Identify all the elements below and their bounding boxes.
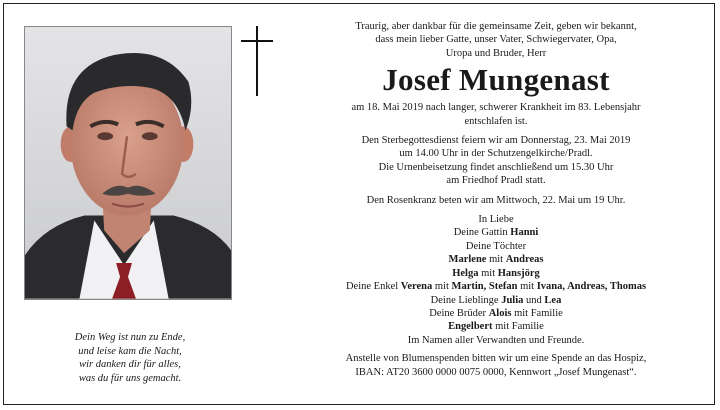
- daughter-line: [292, 267, 700, 280]
- brother-name: Alois: [488, 307, 512, 319]
- death-notice-line: am 18. Mai 2019 nach langer, schwerer Krankheit im 83. Lebensjahr: [351, 102, 641, 114]
- family-suffix: mit Familie: [514, 307, 563, 319]
- partner-name: Andreas: [505, 254, 544, 266]
- cross-icon: [240, 26, 274, 96]
- brother-name: Engelbert: [448, 321, 493, 333]
- darling-name: Julia: [501, 294, 524, 306]
- partner-name: Hansjörg: [497, 267, 540, 279]
- deceased-name: Josef Mungenast: [382, 62, 610, 98]
- grandchild-name: Martin, Stefan: [451, 281, 518, 293]
- service-line: Den Sterbegottesdienst feiern wir am Donnerstag, 23. Mai 2019: [361, 135, 631, 147]
- poem-line: und leise kam die Nacht,: [78, 345, 182, 357]
- grandchildren-prefix: Deine Enkel: [345, 281, 399, 293]
- poem: [40, 331, 220, 385]
- mit-word: mit: [520, 281, 535, 293]
- service-line: Die Urnenbeisetzung findet anschließend um 15.30 Uhr: [378, 161, 614, 173]
- portrait-photo: [24, 26, 232, 300]
- intro-line: Traurig, aber dankbar für die gemeinsame Zeit, geben wir bekannt,: [355, 21, 637, 32]
- daughters-label: Deine Töchter: [465, 240, 527, 252]
- service-line: um 14.00 Uhr in der Schutzengelkirche/Pradl.: [399, 148, 593, 160]
- poem-line: was du für uns gemacht.: [78, 372, 182, 384]
- und-word: und: [526, 294, 542, 306]
- brothers-line: [292, 320, 700, 333]
- family-suffix: mit Familie: [495, 321, 544, 333]
- intro-line: dass mein lieber Gatte, unser Vater, Schwiegervater, Opa,: [375, 34, 617, 46]
- darlings-prefix: Deine Lieblinge: [430, 294, 499, 306]
- daughter-line: [292, 253, 700, 266]
- wife-prefix: Deine Gattin: [453, 227, 508, 239]
- mit-word: mit: [481, 267, 496, 279]
- grandchildren-line: [292, 280, 700, 293]
- mit-word: mit: [489, 254, 504, 266]
- grandchild-name: Verena: [400, 281, 433, 293]
- darling-name: Lea: [544, 294, 562, 306]
- in-liebe: In Liebe: [478, 214, 514, 226]
- donation-line: IBAN: AT20 3600 0000 0075 0000, Kennwort „Josef Mungenast“.: [355, 366, 637, 378]
- mit-word: mit: [434, 281, 449, 293]
- darlings-line: [292, 294, 700, 307]
- announcement-text: [292, 20, 700, 379]
- grandchild-name: Ivana, Andreas, Thomas: [536, 281, 647, 293]
- brothers-line: [292, 307, 700, 320]
- relatives-line: Im Namen aller Verwandten und Freunde.: [407, 334, 585, 346]
- intro-line: Uropa und Bruder, Herr: [445, 47, 547, 59]
- rosary-line: Den Rosenkranz beten wir am Mittwoch, 22. Mai um 19 Uhr.: [366, 194, 626, 206]
- poem-line: wir danken dir für alles,: [79, 359, 181, 370]
- wife-line: [292, 226, 700, 239]
- daughter-name: Marlene: [448, 254, 487, 266]
- brothers-prefix: Deine Brüder: [429, 307, 487, 319]
- service-line: am Friedhof Pradl statt.: [446, 175, 546, 187]
- daughter-name: Helga: [452, 267, 479, 279]
- death-notice-line: entschlafen ist.: [464, 115, 528, 127]
- donation-line: Anstelle von Blumenspenden bitten wir um eine Spende an das Hospiz,: [345, 353, 647, 365]
- wife-name: Hanni: [510, 227, 539, 239]
- poem-line: Dein Weg ist nun zu Ende,: [74, 332, 186, 343]
